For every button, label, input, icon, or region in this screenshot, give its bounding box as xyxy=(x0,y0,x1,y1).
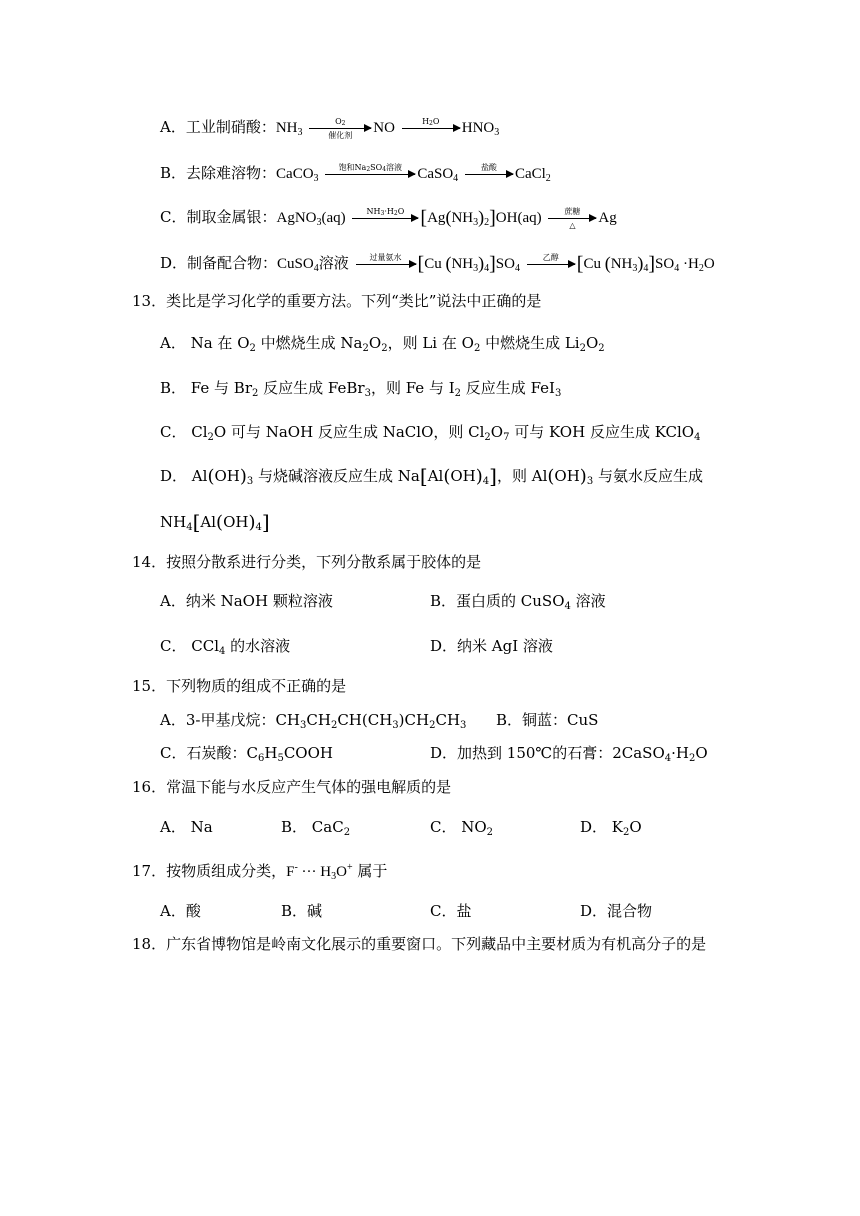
q13-option-c[interactable]: C． $Cl_2O$ 可与 NaOH 反应生成 NaClO，则 $Cl_2O_7$ 可与 KOH 反应生成 KClO$_4$ xyxy=(160,423,701,443)
reaction-arrow: 过量氨水 xyxy=(356,264,416,265)
q12-option-a[interactable]: A．工业制硝酸：$NH_3$ $O_2$ 催化剂 NO $H_2O$ $HNO_3$ xyxy=(160,116,500,140)
q16-option-d[interactable]: D． $K_2O$ xyxy=(580,818,642,838)
q15-stem: 15．下列物质的组成不正确的是 xyxy=(132,677,347,695)
q18-stem: 18．广东省博物馆是岭南文化展示的重要窗口。下列藏品中主要材质为有机高分子的是 xyxy=(132,935,707,953)
q13-option-b[interactable]: B． Fe 与 $Br_2$ 反应生成 FeBr$_3$，则 Fe 与 $I_2$ 反应生成 FeI$_3$ xyxy=(160,379,562,399)
q14-stem: 14．按照分散系进行分类，下列分散系属于胶体的是 xyxy=(132,553,482,571)
q13-stem: 13．类比是学习化学的重要方法。下列“类比”说法中正确的是 xyxy=(132,292,542,310)
q12-option-c[interactable]: C．制取金属银：AgNO$_3$(aq) $NH_3\cdot H_2O$ $[Ag(NH_3)_2]OH(aq)$ 蔗糖 △ Ag xyxy=(160,206,617,230)
q17-option-b[interactable]: B．碱 xyxy=(281,902,323,920)
q13-option-a[interactable]: A． Na 在 $O_2$ 中燃烧生成 $Na_2O_2$，则 Li 在 $O_2$ 中燃烧生成 $Li_2O_2$ xyxy=(160,334,605,354)
q17-option-d[interactable]: D．混合物 xyxy=(580,902,653,920)
q12-option-b[interactable]: B．去除难溶物：CaCO$_3$ 饱和$Na_2SO_4$溶液 CaSO$_4$ 盐酸 CaCl$_2$ xyxy=(160,162,551,184)
q16-option-b[interactable]: B． CaC$_2$ xyxy=(281,818,351,838)
q13-option-d[interactable]: D． $Al(OH)_3$ 与烧碱溶液反应生成 $Na[Al(OH)_4]$，则 $Al(OH)_3$ 与氨水反应生成 xyxy=(160,464,703,488)
reaction-arrow: 蔗糖 △ xyxy=(548,218,596,219)
q15-option-b[interactable]: B．铜蓝：CuS xyxy=(496,711,599,729)
reaction-arrow: 乙醇 xyxy=(527,264,575,265)
q14-option-c[interactable]: C． CCl$_4$ 的水溶液 xyxy=(160,637,291,657)
q13-option-d-cont: $NH_4[Al(OH)_4]$ xyxy=(160,510,270,534)
reaction-arrow: 盐酸 xyxy=(465,174,513,175)
q15-option-c[interactable]: C．石炭酸：$C_6H_5COOH$ xyxy=(160,744,333,764)
q14-option-b[interactable]: B．蛋白质的 CuSO$_4$ 溶液 xyxy=(430,592,606,612)
reaction-arrow: $O_2$ 催化剂 xyxy=(309,128,371,129)
q15-option-d[interactable]: D．加热到 150℃的石膏：$2CaSO_4\cdot H_2O$ xyxy=(430,744,708,764)
q15-option-a[interactable]: A．3-甲基戊烷：$CH_3CH_2CH(CH_3)CH_2CH_3$ xyxy=(160,711,467,731)
q14-option-a[interactable]: A．纳米 NaOH 颗粒溶液 xyxy=(160,592,333,610)
reaction-arrow: $NH_3\cdot H_2O$ xyxy=(352,218,418,219)
q16-stem: 16．常温下能与水反应产生气体的强电解质的是 xyxy=(132,778,452,796)
q14-option-d[interactable]: D．纳米 AgI 溶液 xyxy=(430,637,553,655)
reaction-arrow: $H_2O$ xyxy=(402,128,460,129)
q17-option-c[interactable]: C．盐 xyxy=(430,902,472,920)
q16-option-a[interactable]: A． Na xyxy=(160,818,213,836)
reaction-arrow: 饱和$Na_2SO_4$溶液 xyxy=(325,174,415,175)
q17-stem: 17．按物质组成分类，F- ··· $H_3O^+$ 属于 xyxy=(132,862,388,882)
q17-option-a[interactable]: A．酸 xyxy=(160,902,201,920)
q16-option-c[interactable]: C． $NO_2$ xyxy=(430,818,494,838)
q12-option-d[interactable]: D．制备配合物：CuSO$_4$溶液 过量氨水 [Cu $(NH_3)_4]SO_4$ 乙醇 [Cu $(NH_3)_4]SO_4 \cdot H_2O$ xyxy=(160,252,715,275)
